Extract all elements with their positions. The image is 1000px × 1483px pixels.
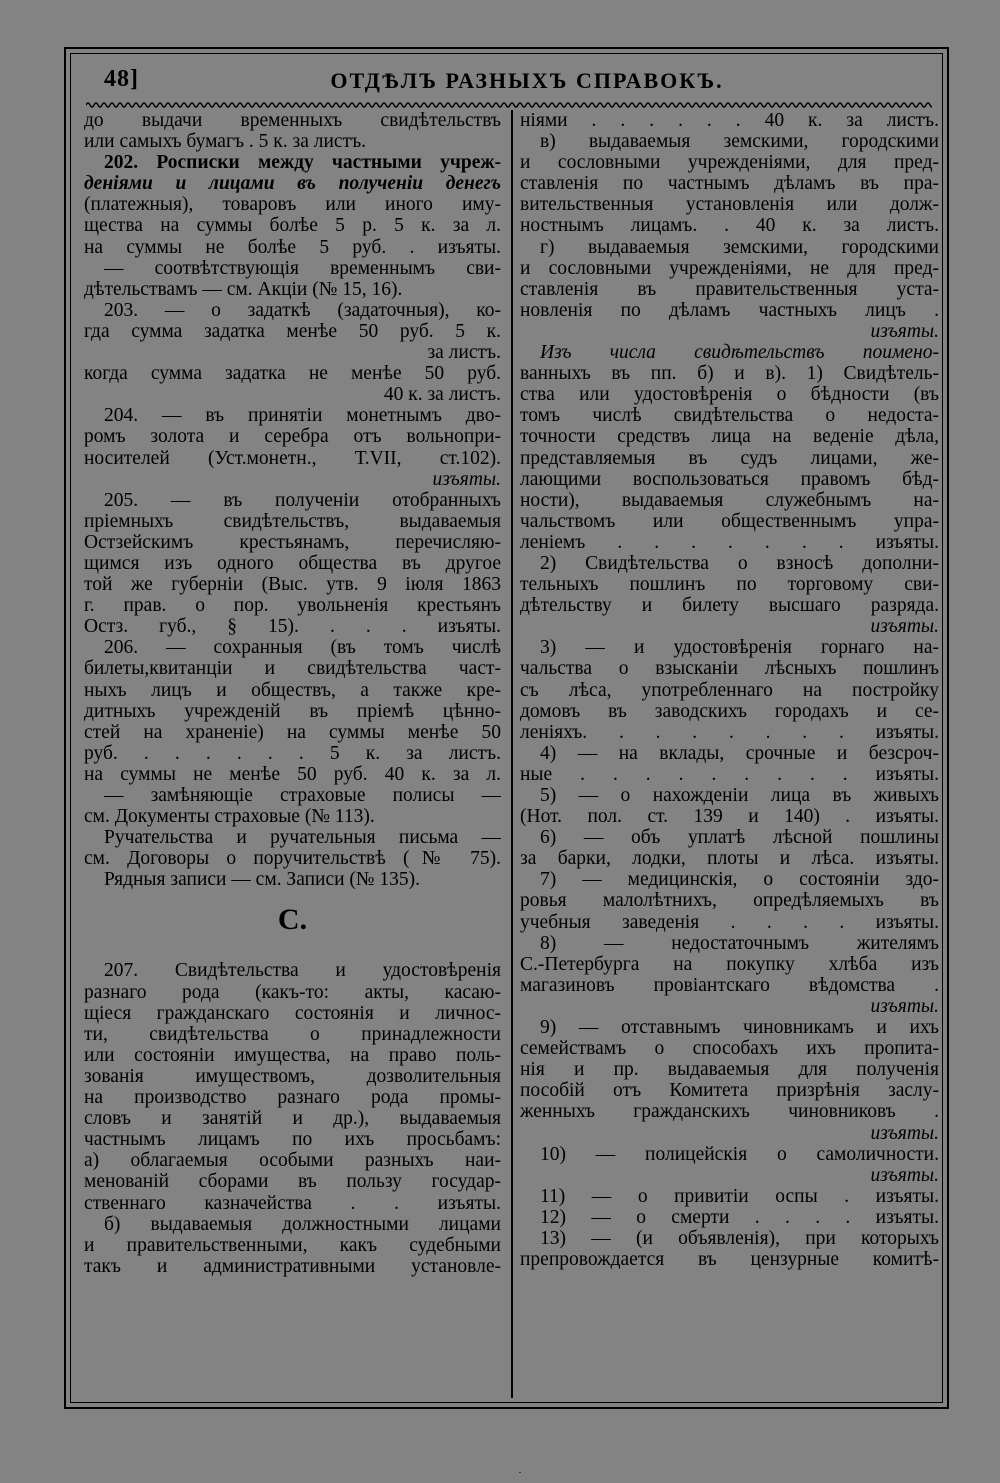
text-line: новленія по дѣламъ частныхъ лицъ . [520, 299, 939, 321]
text-line: 6) — объ уплатѣ лѣсной пошлины [540, 827, 939, 849]
text-line: разнаго рода (какъ-то: акты, касаю- [84, 981, 501, 1003]
text-line: 2) Свидѣтельства о взносѣ дополни- [540, 552, 939, 574]
text-line: гда сумма задатка менѣе 50 руб. 5 к. [84, 320, 501, 342]
text-line: точности средствъ лица на веденіе дѣла, [520, 426, 939, 448]
text-line: съ лѣса, употребленнаго на постройку [520, 679, 939, 701]
text-line: ставленія въ правительственныя уста- [520, 278, 939, 300]
text-line: 203. — о задаткѣ (задаточныя), ко- [104, 299, 501, 321]
text-line: деніями и лицами въ полученіи денегъ [84, 173, 501, 195]
text-line: 7) — медицинскія, о состояніи здо- [540, 869, 939, 891]
text-line: семействамъ о способахъ ихъ пропита- [520, 1038, 939, 1060]
text-line: зованія имуществомъ, дозволительныя [84, 1065, 501, 1087]
text-line: ти, свидѣтельства о принадлежности [84, 1023, 501, 1045]
text-line: 206. — сохранныя (въ томъ числѣ [104, 637, 501, 659]
text-line: нія и пр. выдаваемыя для полученія [520, 1059, 939, 1081]
text-line: на суммы не менѣе 50 руб. 40 к. за л. [84, 763, 501, 785]
text-line: Изъ числа свидѣтельствъ поимено- [540, 342, 939, 364]
text-line: 207. Свидѣтельства и удостовѣренія [104, 960, 501, 982]
text-line: Ручательства и ручательныя письма — [104, 827, 501, 849]
footer-mark: · [518, 1465, 522, 1479]
text-line: изъяты. [870, 1164, 939, 1186]
column-divider [511, 110, 513, 1398]
text-line: и сословными учрежденіями, для пред- [520, 152, 939, 174]
text-line: (Нот. пол. ст. 139 и 140) . изъяты. [520, 806, 939, 828]
text-line: 5) — о нахожденіи лица въ живыхъ [540, 785, 939, 806]
text-line: чальства о взысканіи лѣсныхъ пошлинъ [520, 658, 939, 680]
text-line: стей на храненіе) на суммы менѣе 50 [84, 721, 501, 743]
text-line: ванныхъ въ пп. б) и в). 1) Свидѣтель- [520, 363, 939, 385]
header-wavy-rule [86, 100, 932, 110]
text-line: — замѣняющіе страховые полисы — [104, 785, 501, 806]
text-line: 9) — отставнымъ чиновникамъ и ихъ [540, 1017, 939, 1039]
text-line: леніемъ . . . . . . . изъяты. [520, 531, 939, 553]
text-line: магазиновъ провіантскаго вѣдомства . [520, 974, 939, 996]
text-line: 205. — въ полученіи отобранныхъ [104, 489, 501, 511]
text-line: или состояніи имущества, на право поль- [84, 1044, 501, 1066]
text-line: изъяты. [870, 1122, 939, 1144]
text-line: в) выдаваемыя земскими, городскими [540, 131, 939, 153]
text-line: женныхъ гражданскихъ чиновниковъ . [520, 1101, 939, 1123]
text-line: С.-Петербурга на покупку хлѣба изъ [520, 953, 939, 975]
text-line: или самыхъ бумагъ . 5 к. за листъ. [84, 131, 367, 153]
text-line: 13) — (и объявленія), при которыхъ [540, 1227, 939, 1249]
text-line: дѣтельству и билету высшаго разряда. [520, 595, 939, 617]
right-column [520, 110, 939, 1400]
text-line: а) облагаемыя особыми разныхъ наи- [84, 1150, 501, 1172]
text-line: (платежныя), товаровъ или иного иму- [84, 194, 501, 216]
text-line: руб. . . . . . . 5 к. за листъ. [84, 742, 501, 764]
text-line: 11) — о привитіи оспы . изъяты. [540, 1185, 939, 1207]
text-line: домовъ въ заводскихъ городахъ и се- [520, 700, 939, 722]
text-line: щимся изъ одного общества въ другое [84, 552, 501, 574]
text-line: ныхъ лицъ и обществъ, а также кре- [84, 679, 501, 701]
text-line: 12) — о смерти . . . . изъяты. [540, 1206, 939, 1228]
text-line: за листъ. [427, 342, 501, 364]
text-line: пособій отъ Комитета призрѣнія заслу- [520, 1080, 939, 1102]
text-line: щіеся гражданскаго состоянія и личнос- [84, 1002, 501, 1024]
text-line: ностнымъ лицамъ. . 40 к. за листъ. [520, 215, 939, 237]
text-line: 3) — и удостовѣренія горнаго на- [540, 637, 939, 659]
text-line: учебныя заведенія . . . . изъяты. [520, 911, 939, 933]
text-line: частнымъ лицамъ по ихъ просьбамъ: [84, 1129, 501, 1151]
text-line: см. Документы страховые (№ 113). [84, 806, 375, 828]
text-line: см. Договоры о поручительствѣ (№ 75). [84, 848, 501, 870]
text-line: билеты,квитанціи и свидѣтельства част- [84, 658, 501, 680]
text-line: ставленія по частнымъ дѣламъ въ пра- [520, 173, 939, 195]
text-line: ства или удостовѣренія о бѣдности (въ [520, 384, 939, 406]
text-line: когда сумма задатка не менѣе 50 руб. [84, 363, 501, 385]
text-line: г) выдаваемыя земскими, городскими [540, 236, 939, 258]
text-line: препровождается въ цензурные комитѣ- [520, 1249, 939, 1271]
text-line: Рядныя записи — см. Записи (№ 135). [104, 869, 421, 891]
text-line: 4) — на вклады, срочные и безсроч- [540, 742, 939, 764]
text-line: — соотвѣтствующія временнымъ сви- [104, 257, 501, 279]
text-line: 40 к. за листъ. [383, 384, 501, 406]
text-line: ные . . . . . . . . . изъяты. [520, 763, 939, 785]
text-line: изъяты. [870, 320, 939, 342]
text-line: и сословными учрежденіями, не для пред- [520, 257, 939, 279]
text-line: дѣтельствамъ — см. Акціи (№ 15, 16). [84, 278, 403, 300]
text-line: на производство разнаго рода промы- [84, 1087, 501, 1109]
section-letter: С. [277, 903, 308, 937]
text-line: менованій сборами въ пользу государ- [84, 1171, 501, 1193]
text-line: Остзейскимъ крестьянамъ, перечисляю- [84, 531, 501, 553]
text-line: ности), выдаваемыя служебнымъ на- [520, 489, 939, 511]
text-line: и правительственными, какъ судебными [84, 1234, 501, 1256]
text-line: ніями . . . . . . 40 к. за листъ. [520, 110, 939, 131]
text-line: ромъ золота и серебра отъ вольнопри- [84, 426, 501, 448]
text-line: 204. — въ принятіи монетнымъ дво- [104, 405, 501, 427]
text-line: носителей (Уст.монетн., Т.VII, ст.102). [84, 447, 501, 469]
text-line: до выдачи временныхъ свидѣтельствъ [84, 110, 501, 131]
text-line: 8) — недостаточнымъ жителямъ [540, 932, 939, 954]
text-line: представляемыя въ судъ лицами, же- [520, 447, 939, 469]
text-line: лающими воспользоваться правомъ бѣд- [520, 468, 939, 490]
running-head: ОТДѢЛЪ РАЗНЫХЪ СПРАВОКЪ. [330, 68, 724, 93]
text-line: 10) — полицейскія о самоличности. [540, 1143, 939, 1165]
text-line: г. прав. о пор. увольненія крестьянъ [84, 595, 501, 617]
text-line: словъ и занятій и др.), выдаваемыя [84, 1108, 501, 1130]
text-line: вительственныя установленія или долж- [520, 194, 939, 216]
text-line: такъ и административными установле- [84, 1255, 501, 1277]
text-line: б) выдаваемыя должностными лицами [104, 1213, 501, 1235]
page-header [86, 62, 928, 98]
text-line: тельныхъ пошлинъ по торговому сви- [520, 574, 939, 596]
text-line: за барки, лодки, плоты и лѣса. изъяты. [520, 848, 939, 870]
text-line: томъ числѣ свидѣтельства о недоста- [520, 405, 939, 427]
text-line: щества на суммы болѣе 5 р. 5 к. за л. [84, 215, 501, 237]
text-line: леніяхъ. . . . . . . . изъяты. [520, 721, 939, 743]
text-line: ственнаго казначейства . . изъяты. [84, 1192, 501, 1214]
text-line: пріемныхъ свидѣтельствъ, выдаваемыя [84, 510, 501, 532]
text-line: изъяты. [870, 616, 939, 638]
text-line: ровья малолѣтнихъ, опредѣляемыхъ въ [520, 890, 939, 912]
text-line: изъяты. [870, 995, 939, 1017]
text-line: дитныхъ учрежденій въ пріемѣ цѣнно- [84, 700, 501, 722]
page-number: 48] [104, 66, 139, 92]
text-line: той же губерніи (Выс. утв. 9 іюля 1863 [84, 574, 501, 596]
text-line: Остз. губ., § 15). . . . изъяты. [84, 616, 501, 638]
text-line: изъяты. [432, 468, 501, 490]
left-column [84, 110, 501, 1400]
text-line: 202. Росписки между частными учреж- [104, 152, 501, 174]
text-line: на суммы не болѣе 5 руб. . изъяты. [84, 236, 501, 258]
text-line: чальствомъ или общественнымъ упра- [520, 510, 939, 532]
